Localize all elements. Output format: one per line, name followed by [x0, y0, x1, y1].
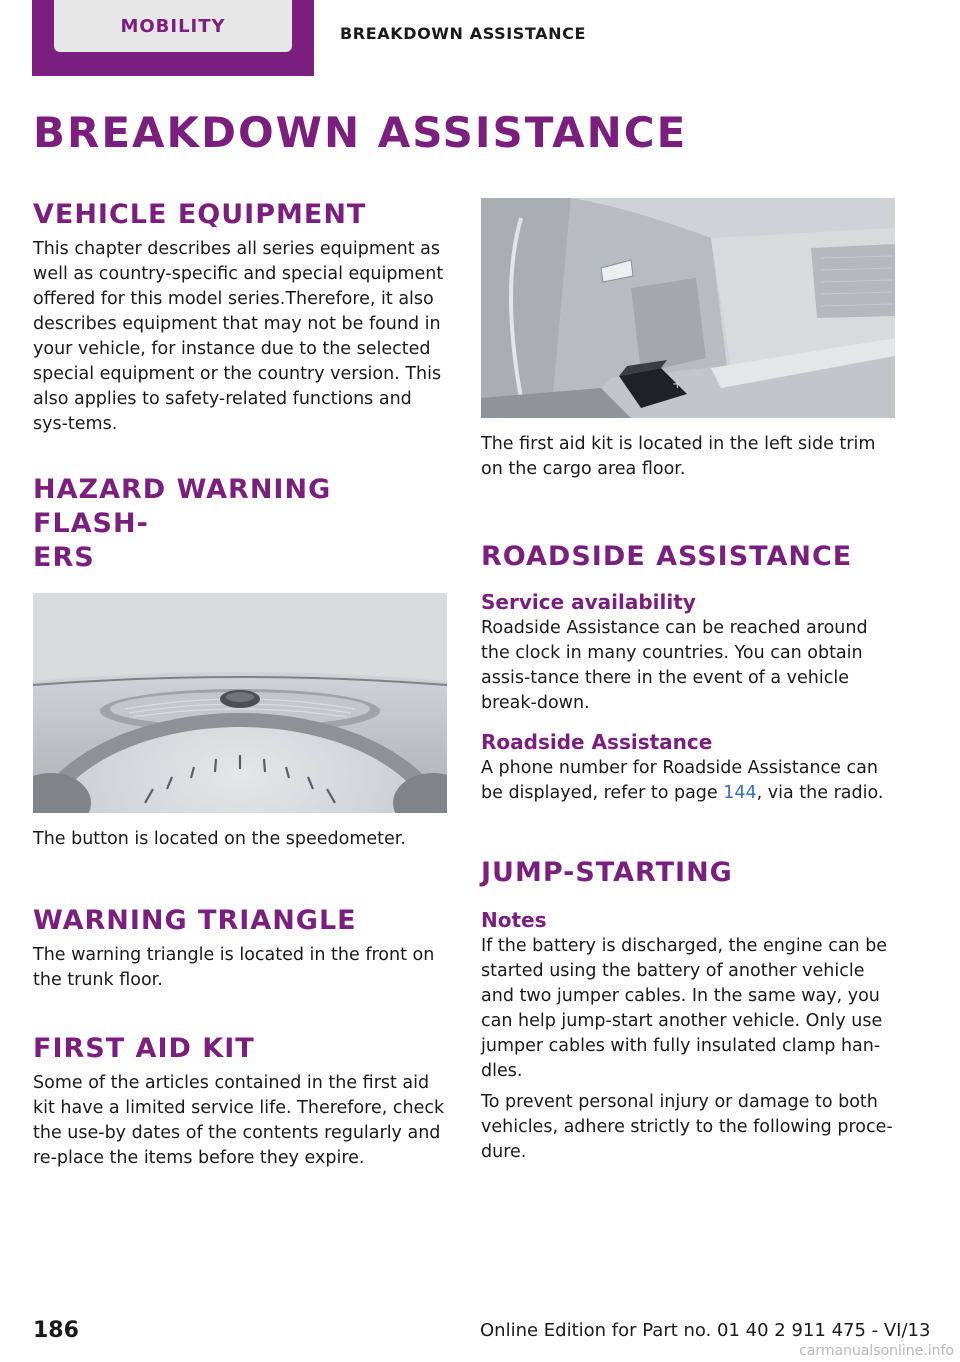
heading-jump-starting: JUMP-STARTING	[481, 857, 733, 888]
subheading-notes: Notes	[481, 908, 547, 932]
svg-text:+: +	[672, 377, 683, 392]
heading-vehicle-equipment: VEHICLE EQUIPMENT	[33, 199, 367, 230]
cargo-caption: The first aid kit is located in the left side trim on the cargo area floor.	[481, 434, 876, 479]
hazard-caption: The button is located on the speedometer.	[33, 829, 406, 849]
heading-first-aid-kit: FIRST AID KIT	[33, 1033, 255, 1064]
vehicle-equipment-text: This chapter describes all series equipment as well as country-specific and special equipment offered for this model series.Therefore, it also describes equipment that may not be found in your vehicle, for instance due to the selected special equipment or the country version. This also applies to safety-related functions and sys‐tems.	[33, 239, 444, 434]
speedometer-image	[33, 593, 447, 813]
page-title: BREAKDOWN ASSISTANCE	[33, 108, 688, 157]
roadside-assistance-text	[481, 756, 897, 806]
watermark: carmanualsonline.info	[799, 1343, 954, 1359]
page-number: 186	[33, 1318, 79, 1343]
jump-notes-text-1: If the battery is discharged, the engine can be started using the battery of another vehicle and two jumper cables. In the same way, you can help jump-start another vehicle. Only use jumper cables with fully insulated clamp han‐dles.	[481, 936, 888, 1081]
chapter-tab	[32, 0, 314, 76]
cargo-area-illustration	[481, 198, 895, 418]
heading-warning-triangle: WARNING TRIANGLE	[33, 905, 357, 936]
hazard-heading-line2: ERS	[33, 542, 95, 573]
first-aid-text: Some of the articles contained in the first aid kit have a limited service life. Therefore, check the use-by dates of the contents regularly and re‐place the items before they expire.	[33, 1073, 445, 1168]
roadside-text-after: , via the radio.	[756, 783, 884, 803]
hazard-heading-line1: HAZARD WARNING FLASH‐	[33, 474, 332, 539]
roadside-text-before: A phone number for Roadside Assistance can be displayed, refer to page	[481, 758, 878, 803]
service-availability-text: Roadside Assistance can be reached around the clock in many countries. You can obtain assis‐tance there in the event of a vehicle break‐down.	[481, 618, 868, 713]
heading-hazard-warning-flashers	[33, 473, 449, 575]
subheading-service-availability: Service availability	[481, 590, 696, 614]
subheading-roadside-assistance: Roadside Assistance	[481, 730, 713, 754]
footer-edition: Online Edition for Part no. 01 40 2 911 475 - VI/13	[480, 1320, 931, 1341]
right-column	[481, 198, 897, 1165]
left-column	[33, 198, 449, 1171]
chapter-tab-label: MOBILITY	[54, 0, 292, 52]
heading-roadside-assistance: ROADSIDE ASSISTANCE	[481, 541, 853, 572]
jump-notes-text-2: To prevent personal injury or damage to both vehicles, adhere strictly to the following proce‐dure.	[481, 1092, 893, 1162]
warning-triangle-text: The warning triangle is located in the front on the trunk floor.	[33, 945, 435, 990]
cargo-area-image	[481, 198, 895, 418]
speedometer-illustration	[33, 593, 447, 813]
page-144-link[interactable]: 144	[723, 783, 757, 803]
section-header: BREAKDOWN ASSISTANCE	[340, 24, 587, 43]
